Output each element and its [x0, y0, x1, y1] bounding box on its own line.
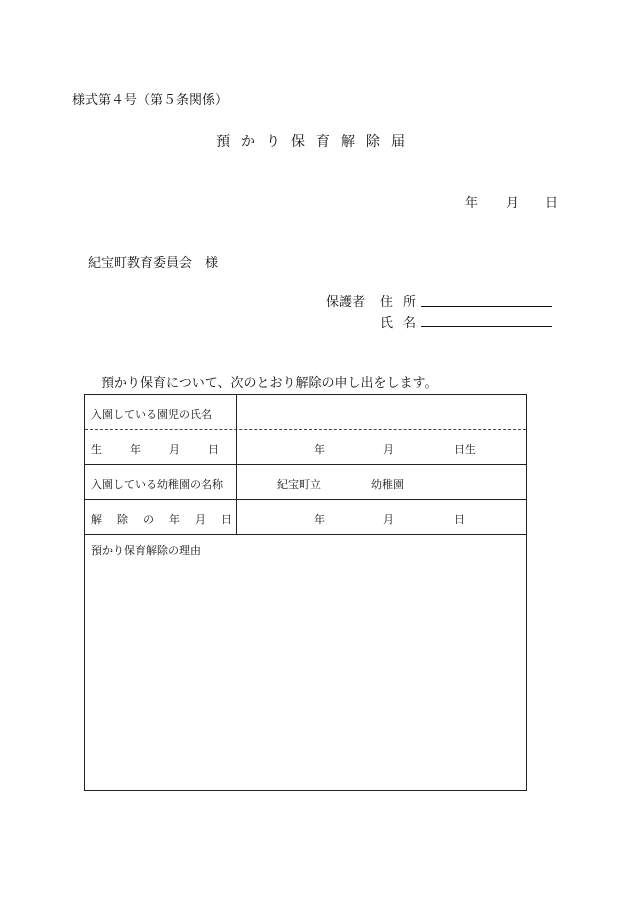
row-divider [85, 534, 526, 535]
date-month-label: 月 [506, 196, 520, 211]
cancel-month: 月 [383, 513, 394, 526]
intro-text: 預かり保育について、次のとおり解除の申し出をします。 [101, 376, 438, 391]
addressee: 紀宝町教育委員会 様 [88, 256, 219, 271]
kindergarten-label: 入園している幼稚園の名称 [91, 478, 223, 491]
address-label: 住所 [380, 295, 427, 310]
guardian-label: 保護者 [326, 295, 366, 310]
form-number: 様式第４号（第５条関係） [72, 93, 229, 108]
cancel-year: 年 [314, 513, 325, 526]
child-name-label: 入園している園児の氏名 [91, 408, 212, 421]
birthdate-label: 生年月日 [91, 443, 247, 456]
reason-label: 預かり保育解除の理由 [91, 544, 201, 557]
kindergarten-suffix: 幼稚園 [371, 478, 404, 491]
name-label: 氏名 [380, 316, 427, 331]
date-day-label: 日 [545, 196, 559, 211]
cancel-date-label: 解除の年月日 [91, 513, 247, 526]
kindergarten-prefix: 紀宝町立 [277, 478, 321, 491]
birthdate-month: 月 [383, 443, 394, 456]
row-divider [85, 464, 526, 465]
application-table [84, 394, 527, 791]
date-year-label: 年 [465, 196, 479, 211]
birthdate-day: 日生 [454, 443, 476, 456]
address-field[interactable] [421, 306, 552, 307]
document-title: 預かり保育解除届 [216, 134, 416, 150]
birthdate-year: 年 [314, 443, 325, 456]
row-divider [85, 429, 526, 430]
row-divider [85, 499, 526, 500]
reason-field[interactable] [85, 560, 526, 790]
name-field[interactable] [421, 326, 552, 327]
cancel-day: 日 [454, 513, 465, 526]
child-name-field[interactable] [237, 395, 527, 429]
